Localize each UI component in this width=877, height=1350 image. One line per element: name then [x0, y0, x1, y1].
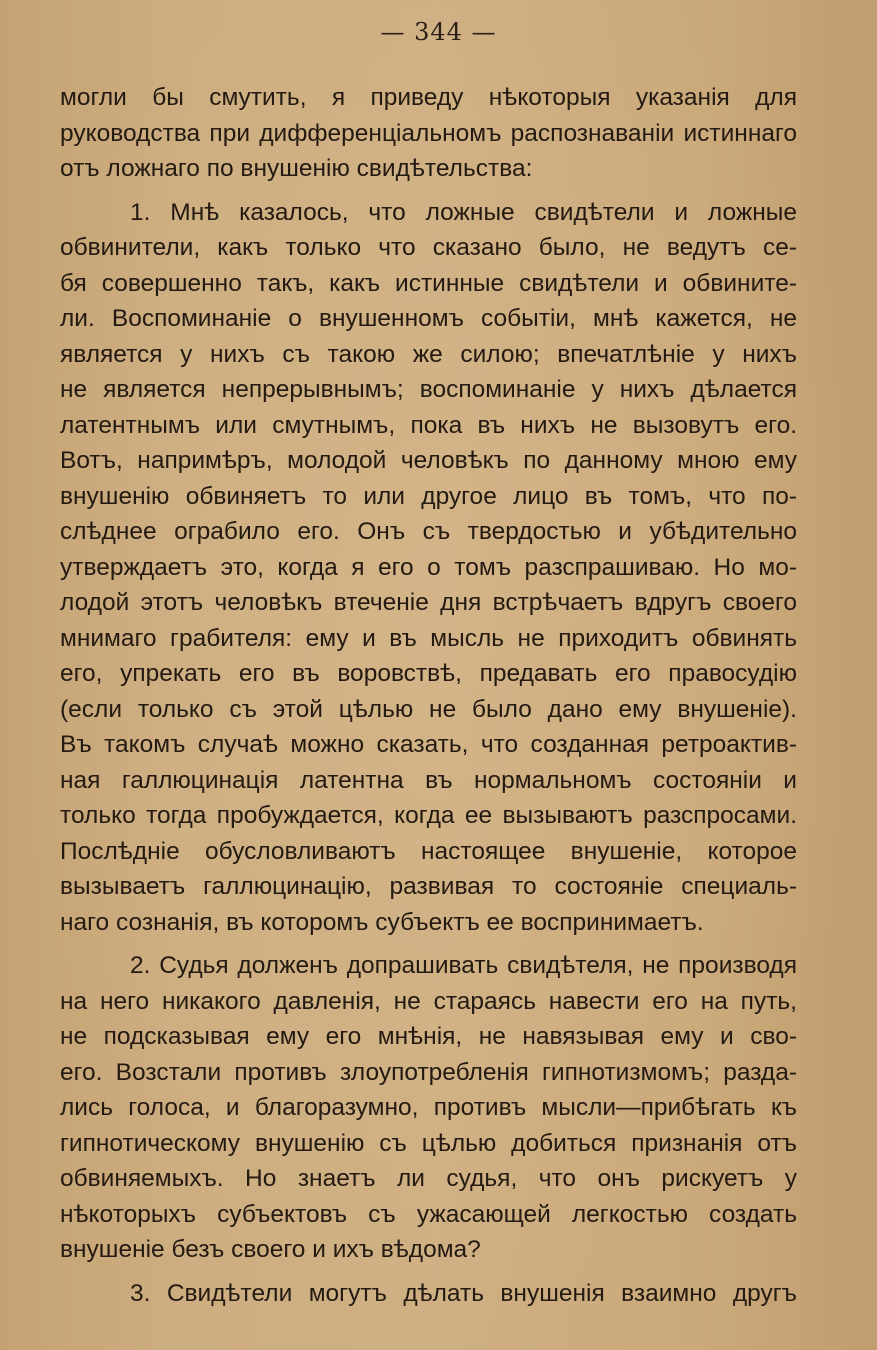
text-line: является у нихъ съ такою же силою; впечатлѣніе у нихъ	[60, 340, 797, 368]
text-line: на него никакого давленія, не стараясь навести его на путь,	[60, 987, 797, 1015]
text-line: 1. Мнѣ казалось, что ложные свидѣтели и ложные	[130, 198, 797, 226]
text-line: 3. Свидѣтели могутъ дѣлать внушенія взаимно другъ	[130, 1279, 797, 1307]
text-line: его. Возстали противъ злоупотребленія гипнотизмомъ; разда-	[60, 1058, 797, 1086]
text-line: (если только съ этой цѣлью не было дано ему внушеніе).	[60, 695, 797, 723]
paragraph	[60, 80, 797, 187]
text-line: латентнымъ или смутнымъ, пока въ нихъ не вызовутъ его.	[60, 411, 797, 439]
text-line: Въ такомъ случаѣ можно сказать, что созданная ретроактив-	[60, 731, 797, 758]
text-line: только тогда пробуждается, когда ее вызываютъ разспросами.	[60, 802, 797, 829]
page-number-header: — 344 —	[380, 18, 497, 46]
text-line: внушеніе безъ своего и ихъ вѣдома?	[60, 1236, 481, 1263]
text-line: руководства при дифференціальномъ распознаваніи истиннаго	[60, 119, 797, 147]
paragraph-gap	[60, 1268, 797, 1276]
text-line: отъ ложнаго по внушенію свидѣтельства:	[60, 155, 533, 182]
text-line: ли. Воспоминаніе о внушенномъ событіи, мнѣ кажется, не	[60, 305, 797, 332]
paragraph	[60, 1276, 797, 1312]
text-line: его, упрекать его въ воровствѣ, предавать его правосудію	[60, 660, 797, 687]
paragraph	[60, 195, 797, 941]
text-line: ная галлюцинація латентна въ нормальномъ состояніи и	[60, 766, 797, 794]
text-line: не является непрерывнымъ; воспоминаніе у нихъ дѣлается	[60, 376, 797, 403]
text-line: Послѣдніе обусловливаютъ настоящее внушеніе, которое	[60, 837, 797, 865]
text-line: наго сознанія, въ которомъ субъектъ ее воспринимаетъ.	[60, 908, 704, 936]
text-line: слѣднее ограбило его. Онъ съ твердостью и убѣдительно	[60, 518, 797, 545]
text-line: мнимаго грабителя: ему и въ мысль не приходитъ обвинять	[60, 624, 797, 652]
text-line: могли бы смутить, я приведу нѣкоторыя указанія для	[60, 84, 797, 111]
text-line: бя совершенно такъ, какъ истинные свидѣтели и обвините-	[60, 269, 797, 297]
text-line: обвиняемыхъ. Но знаетъ ли судья, что онъ рискуетъ у	[60, 1165, 797, 1192]
text-line: лись голоса, и благоразумно, противъ мысли—прибѣгать къ	[60, 1094, 797, 1121]
body-text	[60, 80, 797, 1311]
text-line: вызываетъ галлюцинацію, развивая то состояніе специаль-	[60, 873, 797, 900]
text-line: обвинители, какъ только что сказано было, не ведутъ се-	[60, 234, 797, 261]
text-line: гипнотическому внушенію съ цѣлью добиться признанія отъ	[60, 1129, 797, 1157]
text-line: Вотъ, напримѣръ, молодой человѣкъ по данному мною ему	[60, 447, 797, 474]
text-line: лодой этотъ человѣкъ втеченіе дня встрѣчаетъ вдругъ своего	[60, 589, 797, 616]
text-line: нѣкоторыхъ субъектовъ съ ужасающей легкостью создать	[60, 1200, 797, 1228]
text-line: внушенію обвиняетъ то или другое лицо въ томъ, что по-	[60, 482, 797, 510]
paragraph	[60, 948, 797, 1268]
paragraph-gap	[60, 940, 797, 948]
text-line: утверждаетъ это, когда я его о томъ разспрашиваю. Но мо-	[60, 553, 797, 581]
paragraph-gap	[60, 187, 797, 195]
text-line: не подсказывая ему его мнѣнія, не навязывая ему и сво-	[60, 1023, 797, 1050]
text-line: 2. Судья долженъ допрашивать свидѣтеля, не производя	[130, 952, 797, 979]
